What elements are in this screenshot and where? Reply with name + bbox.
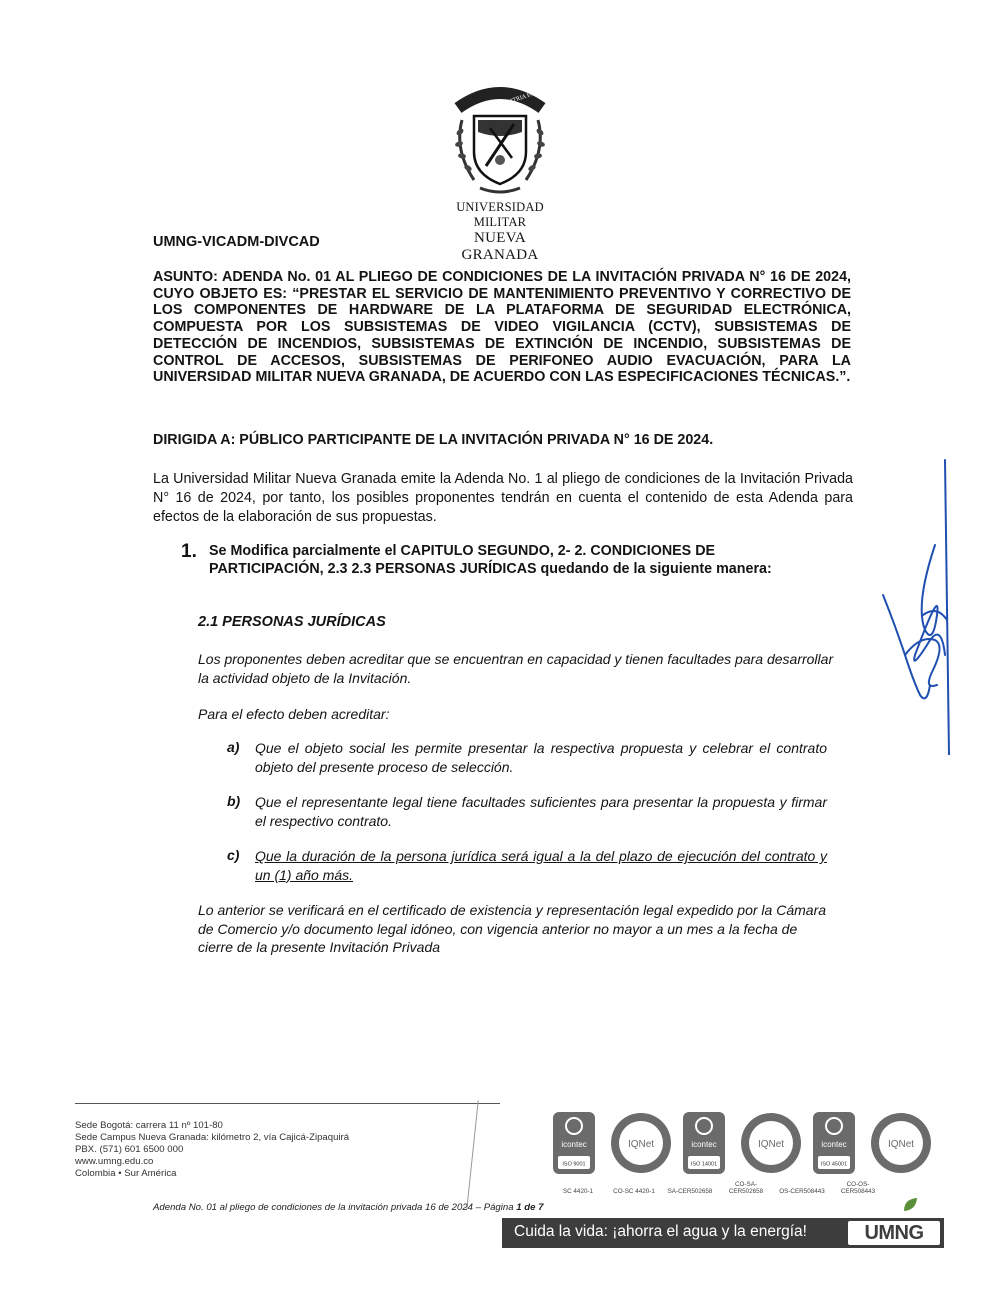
university-name-line2: NUEVA GRANADA <box>461 230 539 263</box>
seal-motto: SCIENTIA PATRIA FAMILIA <box>478 85 552 115</box>
cert-label: IQNet <box>627 1139 655 1150</box>
iqnet-badge-icon <box>611 1113 671 1173</box>
university-seal-icon <box>440 80 560 200</box>
list-item-letter: b) <box>227 793 241 809</box>
list-item-letter: a) <box>227 739 240 755</box>
certification-codes <box>550 1181 945 1195</box>
cert-code: SC 4420-1 <box>562 1188 594 1195</box>
cert-code: CO-SC 4420-1 <box>613 1188 655 1195</box>
university-name-line1: UNIVERSIDAD MILITAR <box>456 200 544 229</box>
cert-label: icontec <box>691 1140 717 1149</box>
page-total: 7 <box>538 1202 544 1213</box>
list-item-text: Que la duración de la persona jurídica será igual a la del plazo de ejecución del contrato y un (1) año más. <box>255 848 827 883</box>
item-number: 1. <box>181 541 197 562</box>
leaf-icon <box>900 1195 920 1215</box>
cert-iso: ISO 9001 <box>562 1161 586 1168</box>
footer-vertical-divider <box>466 1100 478 1210</box>
document-code: UMNG-VICADM-DIVCAD <box>153 234 320 250</box>
cert-code: SA-CER502658 <box>667 1188 713 1195</box>
footer-divider <box>75 1103 500 1104</box>
slogan-text: Cuida la vida: ¡ahorra el agua y la energía! <box>514 1223 807 1240</box>
list-item-letter: c) <box>227 847 240 863</box>
intro-paragraph: La Universidad Militar Nueva Granada emite la Adenda No. 1 al pliego de condiciones de la Invitación Privada N° 16 de 2024, por tanto, los posibles proponentes tendrán en cuenta el contenido de esta Adenda para efectos de la elaboración de sus propuestas. <box>153 471 853 525</box>
section-paragraph: Los proponentes deben acreditar que se encuentran en capacidad y tienen facultades para desarrollar la actividad objeto de la Invitación. <box>198 651 834 686</box>
cert-label: icontec <box>561 1140 587 1149</box>
brand-logo: UMNG <box>848 1221 940 1245</box>
address-line: Sede Campus Nueva Granada: kilómetro 2, vía Cajicá-Zipaquirá <box>75 1132 350 1143</box>
item-heading: Se Modifica parcialmente el CAPITULO SEGUNDO, 2- 2. CONDICIONES DE PARTICIPACIÓN, 2.3 2.3 PERSONAS JURÍDICAS quedando de la siguiente manera: <box>209 543 772 577</box>
cert-label: icontec <box>821 1140 847 1149</box>
subject-paragraph: ASUNTO: ADENDA No. 01 AL PLIEGO DE CONDICIONES DE LA INVITACIÓN PRIVADA N° 16 DE 2024, CUYO OBJETO ES: “PRESTAR EL SERVICIO DE MANTENIMIENTO PREVENTIVO Y CORRECTIVO DE LOS COMPONENTES DE HARDWARE DE LA PLATAFORMA DE SEGURIDAD ELECTRÓNICA, COMPUESTA POR LOS SUBSISTEMAS DE VIDEO VIGILANCIA (CCTV), SUBSISTEMAS DE DETECCIÓN DE INCENDIOS, SUBSISTEMAS DE EXTINCIÓN DE INCENDIO, SUBSISTEMAS DE CONTROL DE ACCESOS, SUBSISTEMAS DE PERIFONEO AUDIO EVACUACIÓN, PARA LA UNIVERSIDAD MILITAR NUEVA GRANADA, DE ACUERDO CON LAS ESPECIFICACIONES TÉCNICAS.”. <box>153 269 851 386</box>
icontec-badge-icon <box>683 1112 725 1174</box>
slogan-banner <box>502 1218 944 1248</box>
footer-note-text: Adenda No. 01 al pliego de condiciones de la invitación privada 16 de 2024 – Página <box>153 1202 517 1213</box>
section-title: 2.1 PERSONAS JURÍDICAS <box>198 614 386 630</box>
address-line: Colombia • Sur América <box>75 1168 177 1179</box>
addressed-to: DIRIGIDA A: PÚBLICO PARTICIPANTE DE LA INVITACIÓN PRIVADA N° 16 DE 2024. <box>153 432 714 448</box>
cert-iso: ISO 14001 <box>690 1161 718 1168</box>
page-of: de <box>521 1202 539 1213</box>
website-link[interactable]: www.umng.edu.co <box>75 1156 154 1167</box>
closing-paragraph: Lo anterior se verificará en el certificado de existencia y representación legal expedido por la Cámara de Comercio y/o documento legal idóneo, con vigencia anterior no mayor a un mes a la fecha de cierre de la presente Invitación Privada <box>198 902 827 955</box>
cert-label: IQNet <box>887 1139 915 1150</box>
university-logo <box>440 80 560 263</box>
handwritten-signature <box>875 455 965 755</box>
iqnet-badge-icon <box>871 1113 931 1173</box>
list-item-text: Que el objeto social les permite presentar la respectiva propuesta y celebrar el contrato objeto del presente proceso de selección. <box>255 740 827 775</box>
page-current: 1 <box>516 1202 522 1213</box>
footer-address <box>75 1120 349 1180</box>
section-paragraph: Para el efecto deben acreditar: <box>198 706 390 722</box>
address-line: Sede Bogotá: carrera 11 nº 101-80 <box>75 1120 223 1131</box>
certifications <box>550 1110 940 1180</box>
icontec-badge-icon <box>813 1112 855 1174</box>
icontec-badge-icon <box>553 1112 595 1174</box>
cert-code: OS-CER508443 <box>779 1188 825 1195</box>
page-footer-note <box>153 1202 543 1213</box>
iqnet-badge-icon <box>741 1113 801 1173</box>
list-item-text: Que el representante legal tiene facultades suficientes para presentar la propuesta y firmar el respectivo contrato. <box>255 794 827 829</box>
cert-label: IQNet <box>757 1139 785 1150</box>
address-line: PBX. (571) 601 6500 000 <box>75 1144 184 1155</box>
cert-iso: ISO 45001 <box>820 1161 848 1168</box>
cert-code: CO-SA-CER502658 <box>728 1181 764 1195</box>
cert-code: CO-OS-CER508443 <box>840 1181 876 1195</box>
